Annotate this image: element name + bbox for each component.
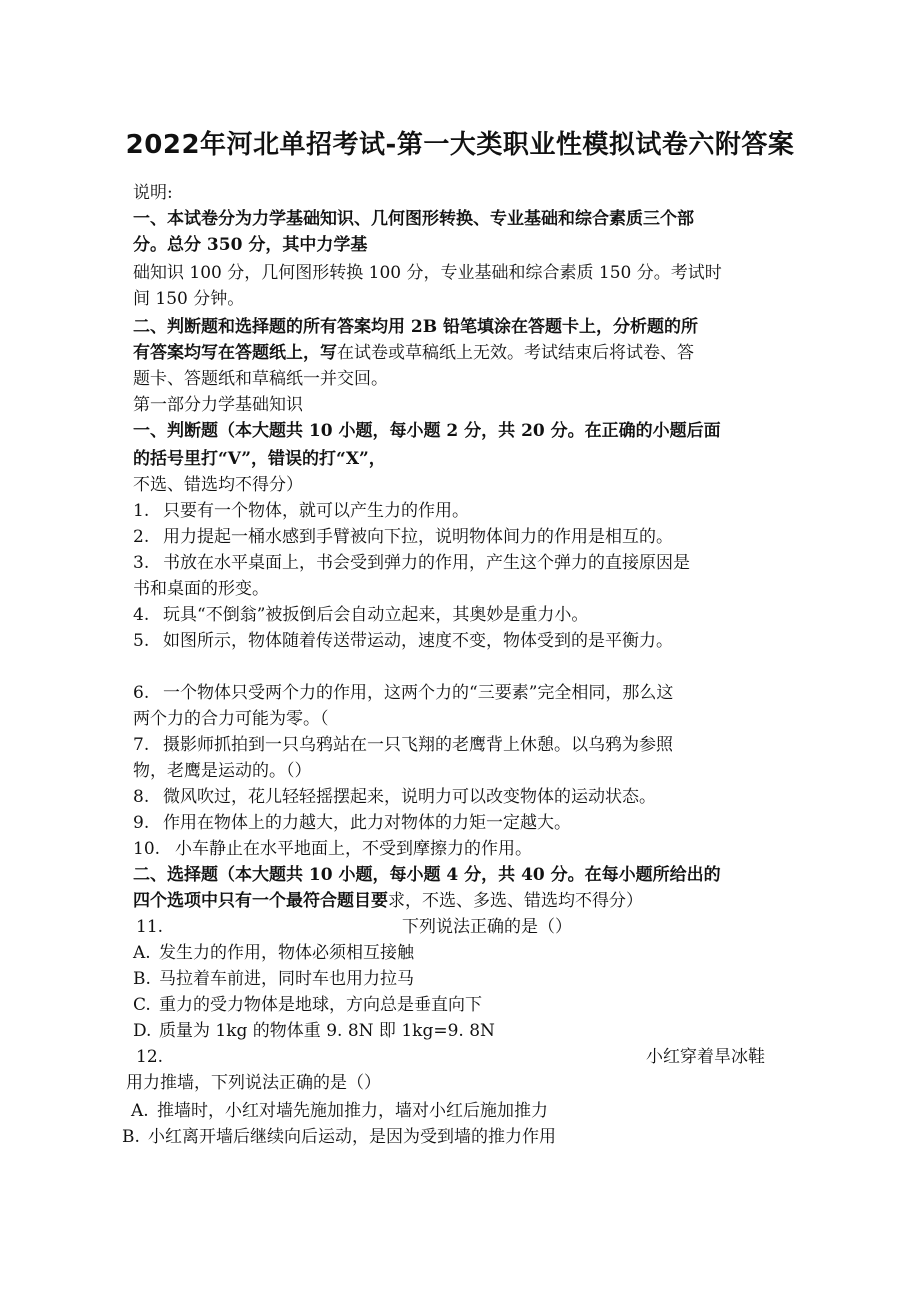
- question-8: 8. 微风吹过，花儿轻轻摇摆起来，说明力可以改变物体的运动状态。: [133, 787, 656, 807]
- question-12-option-b: B. 小红离开墙后继续向后运动，是因为受到墙的推力作用: [122, 1127, 556, 1147]
- intro-p2-bold-part: 有答案均写在答题纸上，写: [133, 343, 337, 363]
- question-12-stem-start: 小红穿着旱冰鞋: [646, 1047, 765, 1067]
- question-6-cont: 两个力的合力可能为零。（: [133, 709, 329, 729]
- intro-p1-line4: 间 150 分钟。: [133, 289, 245, 309]
- question-12-stem-cont: 用力推墙，下列说法正确的是（）: [126, 1073, 381, 1093]
- intro-p1-line2: 分。总分 350 分，其中力学基: [133, 235, 368, 255]
- section1-heading-line2: 的括号里打“V”，错误的打“X”，: [133, 449, 386, 469]
- question-3-cont: 书和桌面的形变。: [133, 579, 269, 599]
- section1-heading-line1: 一、判断题（本大题共 10 小题，每小题 2 分，共 20 分。在正确的小题后面: [133, 421, 721, 441]
- question-10: 10. 小车静止在水平地面上，不受到摩擦力的作用。: [133, 839, 532, 859]
- question-7-cont: 物，老鹰是运动的。（）: [133, 761, 312, 781]
- question-2: 2. 用力提起一桶水感到手臂被向下拉，说明物体间力的作用是相互的。: [133, 527, 673, 547]
- question-11-stem: 下列说法正确的是（）: [402, 917, 572, 937]
- question-6: 6. 一个物体只受两个力的作用，这两个力的“三要素”完全相同，那么这: [133, 683, 674, 703]
- question-11-option-a: A. 发生力的作用，物体必须相互接触: [133, 943, 414, 963]
- intro-p2-line1: 二、判断题和选择题的所有答案均用 2B 铅笔填涂在答题卡上，分析题的所: [133, 317, 699, 337]
- section2-heading-line2: 四个选项中只有一个最符合题目要求，不选、多选、错选均不得分）: [133, 891, 643, 911]
- question-11-option-b: B. 马拉着车前进，同时车也用力拉马: [133, 969, 414, 989]
- intro-p1-line1: 一、本试卷分为力学基础知识、几何图形转换、专业基础和综合素质三个部: [133, 209, 694, 229]
- question-12-option-a: A. 推墙时，小红对墙先施加推力，墙对小红后施加推力: [131, 1101, 548, 1121]
- intro-p2-normal-part: 在试卷或草稿纸上无效。考试结束后将试卷、答: [337, 343, 694, 363]
- section2-heading-line1: 二、选择题（本大题共 10 小题，每小题 4 分，共 40 分。在每小题所给出的: [133, 865, 721, 885]
- question-5: 5. 如图所示，物体随着传送带运动，速度不变，物体受到的是平衡力。: [133, 631, 673, 651]
- question-11-option-c: C. 重力的受力物体是地球，方向总是垂直向下: [133, 995, 482, 1015]
- page-title: 2022年河北单招考试-第一大类职业性模拟试卷六附答案: [125, 130, 795, 160]
- question-4: 4. 玩具“不倒翁”被扳倒后会自动立起来，其奥妙是重力小。: [133, 605, 589, 625]
- intro-p2-line2: [133, 340, 694, 366]
- question-11-option-d: D. 质量为 1kg 的物体重 9. 8N 即 1kg=9. 8N: [133, 1021, 495, 1041]
- question-1: 1. 只要有一个物体，就可以产生力的作用。: [133, 501, 469, 521]
- question-11-number: 11.: [136, 917, 164, 937]
- question-3: 3. 书放在水平桌面上，书会受到弹力的作用，产生这个弹力的直接原因是: [133, 553, 690, 573]
- question-9: 9. 作用在物体上的力越大，此力对物体的力矩一定越大。: [133, 813, 571, 833]
- part1-heading: 第一部分力学基础知识: [133, 395, 303, 415]
- question-12-number: 12.: [136, 1047, 164, 1067]
- intro-p1-line3: 础知识 100 分，几何图形转换 100 分，专业基础和综合素质 150 分。考试时: [133, 263, 722, 283]
- intro-label: 说明:: [133, 183, 173, 203]
- question-7: 7. 摄影师抓拍到一只乌鸦站在一只飞翔的老鹰背上休憩。以乌鸦为参照: [133, 735, 673, 755]
- section1-heading-line3: 不选、错选均不得分）: [133, 475, 303, 495]
- intro-p2-line3: 题卡、答题纸和草稿纸一并交回。: [133, 369, 388, 389]
